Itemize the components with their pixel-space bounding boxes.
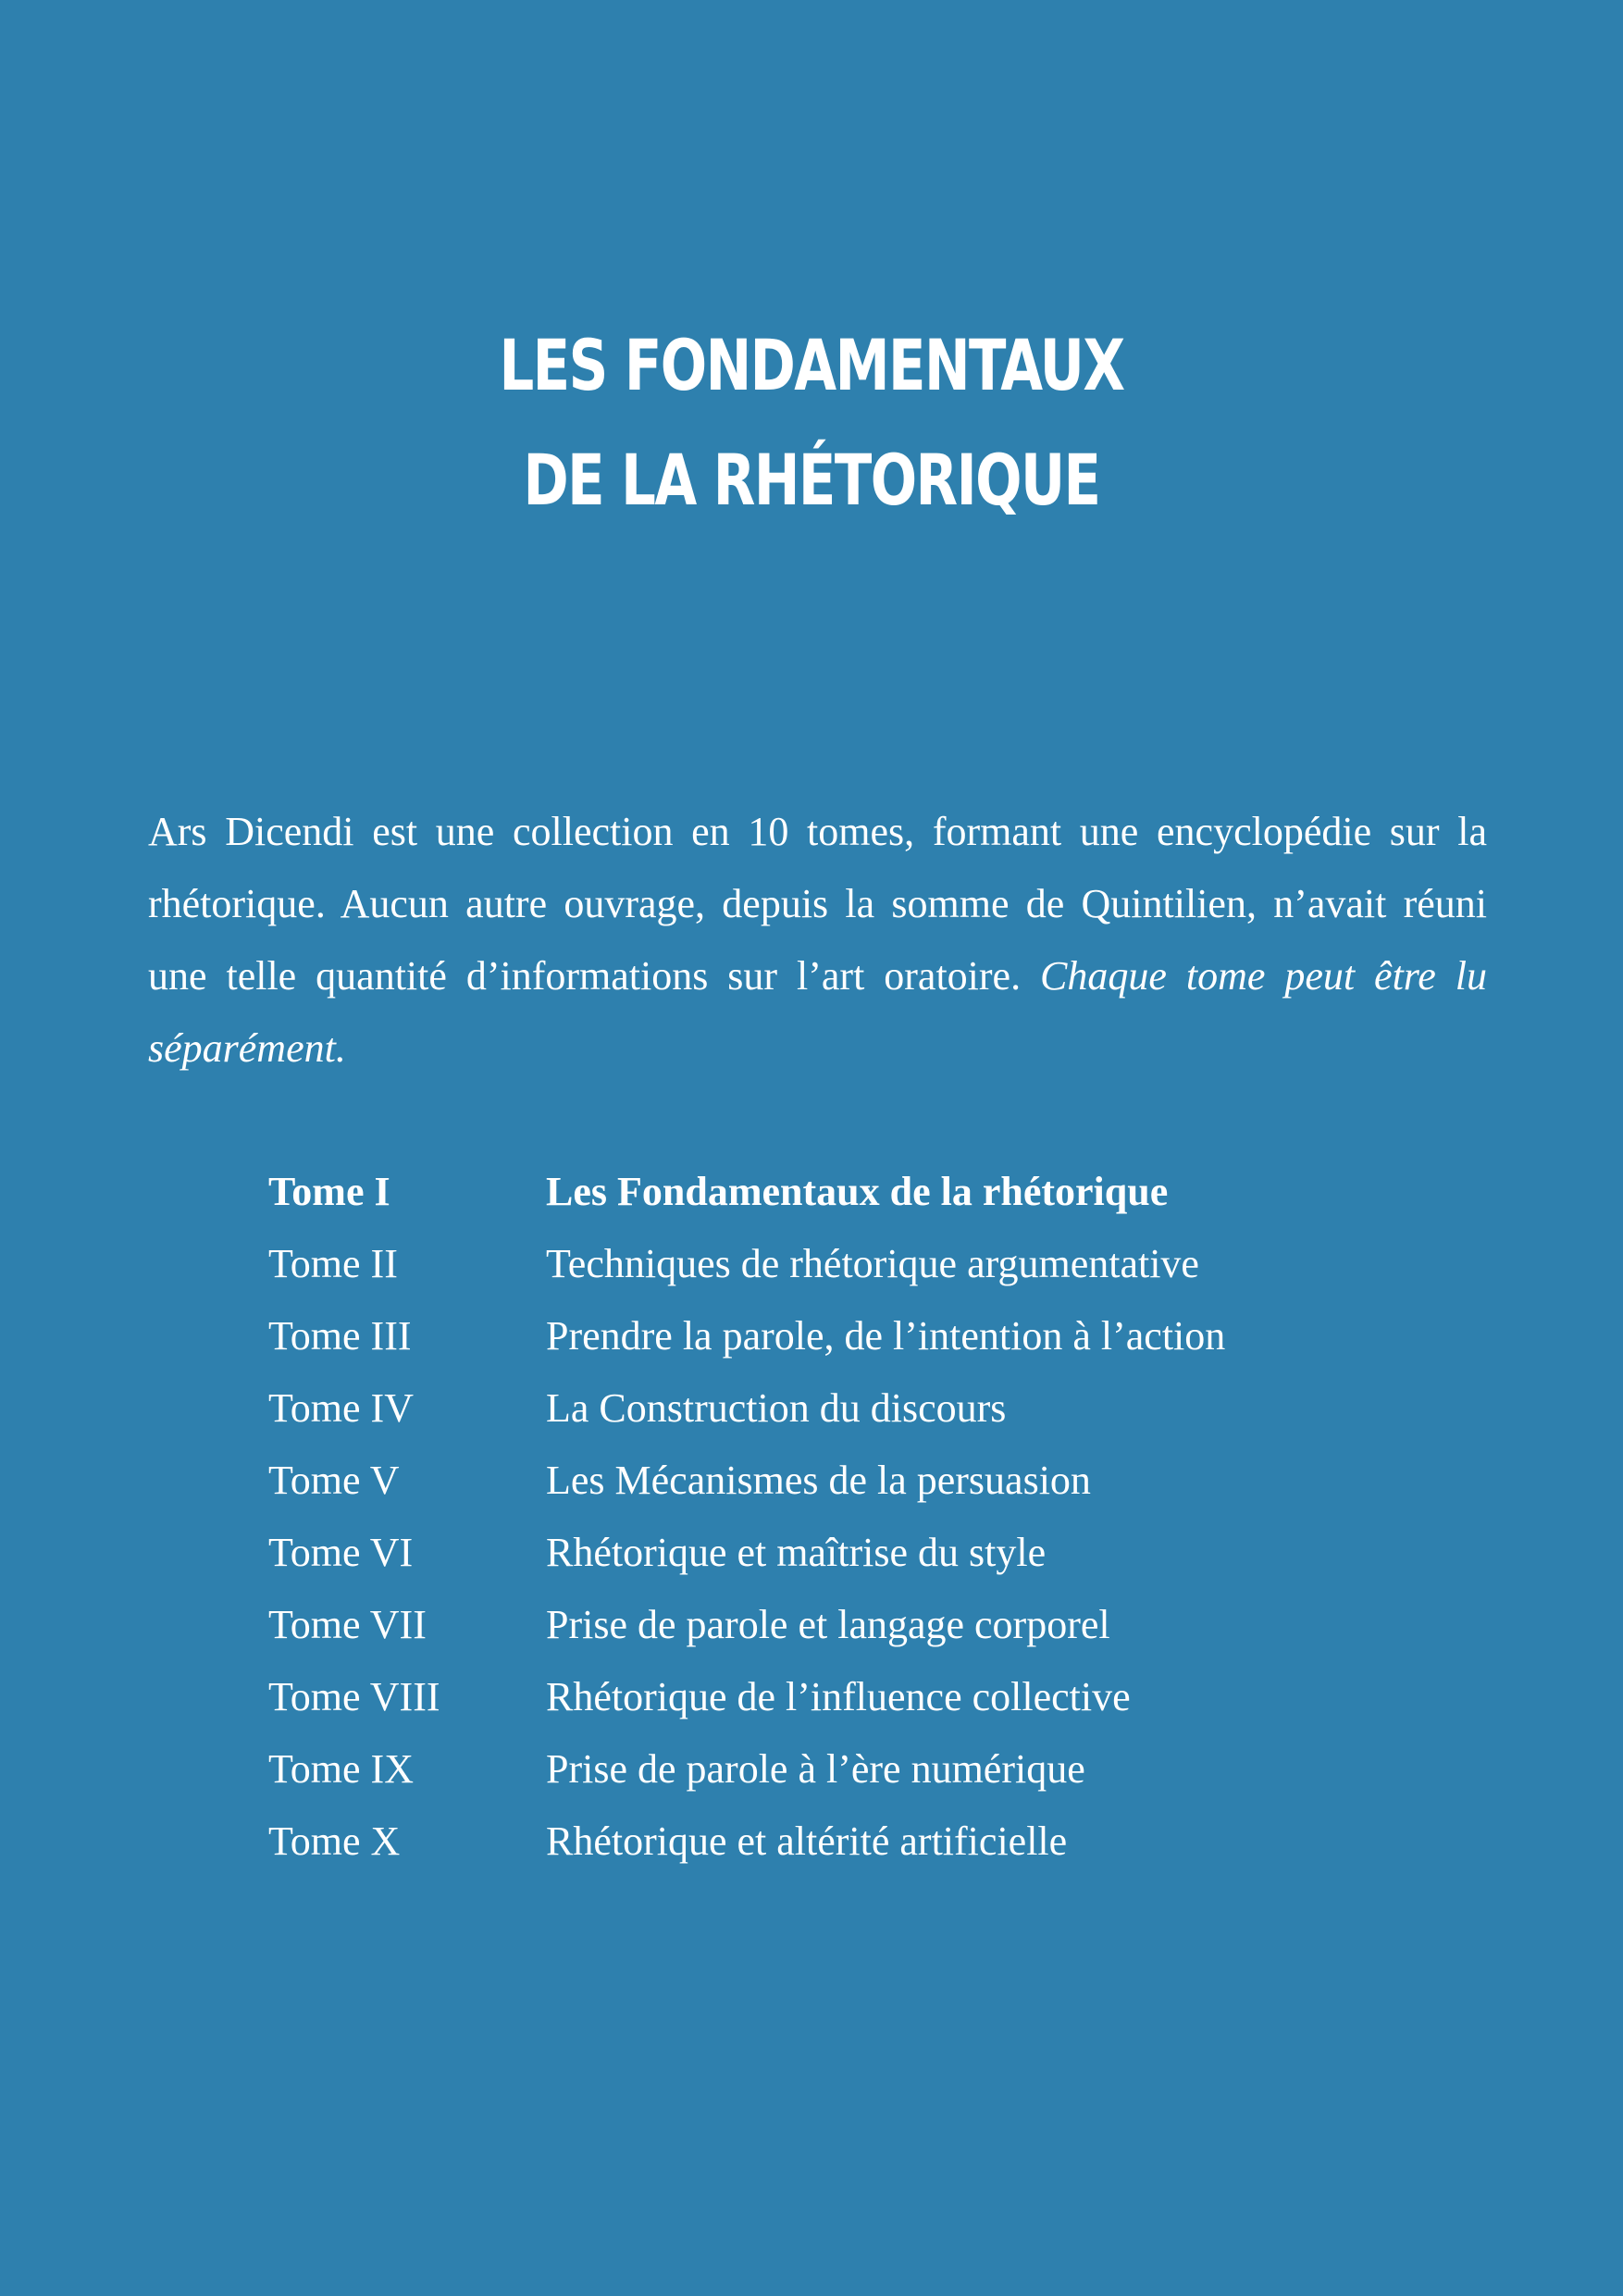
tome-number: Tome IV	[268, 1385, 414, 1431]
tome-number: Tome III	[268, 1313, 412, 1359]
tome-title: Les Fondamentaux de la rhétorique	[546, 1169, 1169, 1214]
tome-title: Prise de parole et langage corporel	[546, 1602, 1110, 1647]
tome-row	[268, 1300, 1379, 1372]
tome-number: Tome VII	[268, 1602, 427, 1647]
tome-number: Tome I	[268, 1169, 390, 1214]
tome-number: Tome VIII	[268, 1674, 440, 1719]
collection-description	[148, 796, 1487, 1085]
tome-title: La Construction du discours	[546, 1385, 1007, 1431]
book-title-line-1: LES FONDAMENTAUX	[499, 323, 1124, 406]
tome-title: Techniques de rhétorique argumentative	[546, 1241, 1199, 1286]
tome-row	[268, 1733, 1379, 1806]
tome-title: Rhétorique et altérité artificielle	[546, 1818, 1068, 1864]
tome-row	[268, 1228, 1379, 1300]
description-text: Ars Dicendi est une collection en 10 tomes, formant une encyclopédie sur la rhétorique. Aucun autre ouvrage, depuis la somme de Quintilien, n’avait réuni une telle quantité d’informations sur l’art oratoire.	[148, 809, 1487, 999]
tome-row	[268, 1661, 1379, 1733]
tome-row	[268, 1806, 1379, 1878]
book-title-line-2: DE LA RHÉTORIQUE	[523, 438, 1100, 521]
book-title	[179, 308, 1444, 538]
tome-list	[268, 1156, 1379, 1878]
tome-number: Tome V	[268, 1458, 400, 1503]
tome-title: Prendre la parole, de l’intention à l’action	[546, 1313, 1226, 1359]
tome-row	[268, 1445, 1379, 1517]
tome-title: Prise de parole à l’ère numérique	[546, 1746, 1085, 1792]
tome-number: Tome IX	[268, 1746, 414, 1792]
tome-number: Tome X	[268, 1818, 401, 1864]
tome-title: Rhétorique de l’influence collective	[546, 1674, 1131, 1719]
tome-title: Rhétorique et maîtrise du style	[546, 1530, 1047, 1575]
tome-row	[268, 1156, 1379, 1228]
tome-number: Tome II	[268, 1241, 398, 1286]
tome-number: Tome VI	[268, 1530, 414, 1575]
tome-row	[268, 1372, 1379, 1445]
description-emphasis: Chaque tome peut être lu séparément.	[148, 953, 1487, 1071]
tome-row	[268, 1517, 1379, 1589]
tome-title: Les Mécanismes de la persuasion	[546, 1458, 1091, 1503]
tome-row	[268, 1589, 1379, 1661]
